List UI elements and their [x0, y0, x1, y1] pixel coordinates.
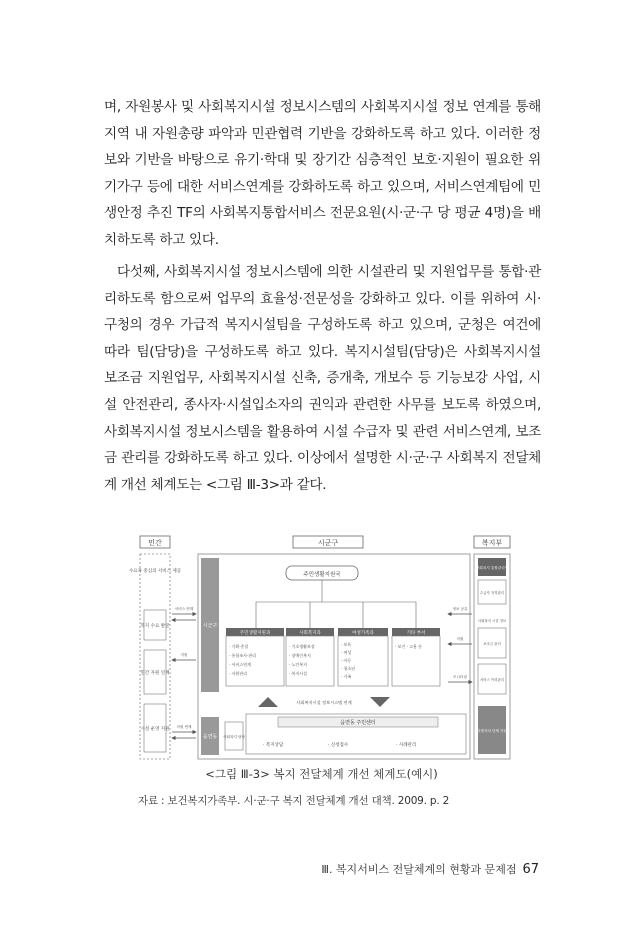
figure-source: 자료 : 보건복지가족부. 시·군·구 복지 전달체계 개선 대책. 2009. p. 2	[138, 795, 450, 807]
left-col-mid1: 복지 수요 발굴	[140, 624, 170, 629]
dept3-item4: · 청소년	[341, 666, 356, 671]
footer-chapter: Ⅲ. 복지서비스 전달체계의 현황과 문제점	[321, 863, 517, 876]
dept1-item1: · 기획·총괄	[229, 644, 249, 649]
top-box: 주민생활지원국	[303, 572, 341, 578]
dept2-item3: · 노인복지	[289, 662, 307, 667]
left-header: 민간	[148, 539, 162, 547]
center-header: 시군구	[317, 539, 339, 547]
dept1-item3: · 서비스연계	[229, 662, 251, 667]
dept3-item5: · 가족	[341, 674, 352, 679]
arrow-label-3: 자원 연계	[176, 725, 192, 729]
welfare-delivery-diagram	[128, 532, 513, 762]
dept1-item4: · 자원관리	[229, 671, 247, 676]
center-bar-top: 시군구	[202, 623, 218, 629]
left-col-top: 수요자 중심의 서비스 제공	[128, 569, 182, 574]
middle-note: 사회복지시설 정보시스템 연계	[296, 700, 352, 705]
bottom-item2: · 신청접수	[328, 743, 349, 748]
center-bar-bottom: 읍면동	[202, 734, 218, 740]
right-item2: 보조금 관리	[483, 642, 501, 646]
dept2-item1: · 기초생활보장	[289, 644, 315, 649]
page-number: 67	[522, 862, 539, 877]
right-col-bottom: 지방자치 단체 지원	[476, 729, 508, 733]
dept1-item2: · 통합조사·관리	[229, 653, 256, 658]
left-col-mid2: 민간 자원 연계	[140, 671, 170, 676]
body-paragraph-1: 며, 자원봉사 및 사회복지시설 정보시스템의 사회복지시설 정보 연계를 통해 지역 내 자원총량 파악과 민관협력 기반을 강화하도록 하고 있다. 이러한 정보와 기반을 바탕으로 유기·학대 및 장기간 심층적인 보호·지원이 필요한 위기가구 등에 대한 서비스연계를 강화하도록 하고 있으며, 서비스연계팀에 민생안정 추진 TF의 사회복지통합서비스 전문요원(시·군·구 당 평균 4명)을 배치하도록 하고 있다.	[104, 99, 541, 248]
bottom-item3: · 사례관리	[396, 743, 417, 748]
left-col-bottom: 시설 운영 지원	[140, 727, 170, 732]
right-header: 복지부	[481, 539, 503, 547]
dept4-title: 기타 부서	[406, 631, 426, 636]
bottom-left-box: 사회복지 담당	[223, 735, 245, 739]
dept3-item3: · 아동	[341, 658, 352, 663]
page-footer	[321, 861, 539, 877]
arrow-label-5: 지원	[456, 637, 464, 641]
arrow-label-4: 정보 공유	[452, 607, 468, 611]
dept3-item1: · 보육	[341, 642, 352, 647]
dept2-title: 사회복지과	[299, 631, 321, 636]
arrow-label-2: 지원	[180, 653, 188, 657]
dept4-item1: · 보건 · 고용 등	[395, 644, 422, 649]
arrow-label-6: 모니터링	[453, 675, 467, 679]
bottom-box-title: 읍면동 주민센터	[340, 720, 376, 726]
right-item1: 수급자 자격관리	[479, 591, 505, 595]
right-item3: 서비스 이력관리	[479, 678, 505, 682]
figure-caption: <그림 Ⅲ-3> 복지 전달체계 개선 체계도(예시)	[205, 767, 438, 781]
bottom-item1: · 복지상담	[263, 743, 284, 748]
dept2-item4: · 복지시설	[289, 671, 307, 676]
right-col-top: 사회복지 통합관리망	[475, 566, 509, 570]
arrow-label-1: 서비스 연계	[174, 607, 194, 611]
dept3-item2: · 여성	[341, 650, 352, 655]
dept2-item2: · 장애인복지	[289, 653, 311, 658]
body-paragraph-2: 다섯째, 사회복지시설 정보시스템에 의한 시설관리 및 지원업무를 통합·관리하도록 함으로써 업무의 효율성·전문성을 강화하고 있다. 이를 위하여 시·구청의 경우 가급적 복지시설팀을 구성하도록 하고 있으며, 군청은 여건에 따라 팀(담당)을 구성하도록 하고 있다. 복지시설팀(담당)은 사회복지시설 보조금 지원업무, 사회복지시설 신축, 증개축, 개보수 등 기능보강 사업, 시설 안전관리, 종사자·시설입소자의 권익과 관련한 사무를 보도록 하였으며, 사회복지시설 정보시스템을 활용하여 시설 수급자 및 관련 서비스연계, 보조금 관리를 강화하도록 하고 있다. 이상에서 설명한 시·군·구 사회복지 전달체계 개선 체계도는 <그림 Ⅲ-3>과 같다.	[104, 264, 541, 493]
dept1-title: 주민생활지원과	[239, 631, 271, 636]
dept3-title: 여성가족과	[352, 631, 374, 636]
right-col-mid: 사회복지 시설 정보	[477, 619, 507, 623]
